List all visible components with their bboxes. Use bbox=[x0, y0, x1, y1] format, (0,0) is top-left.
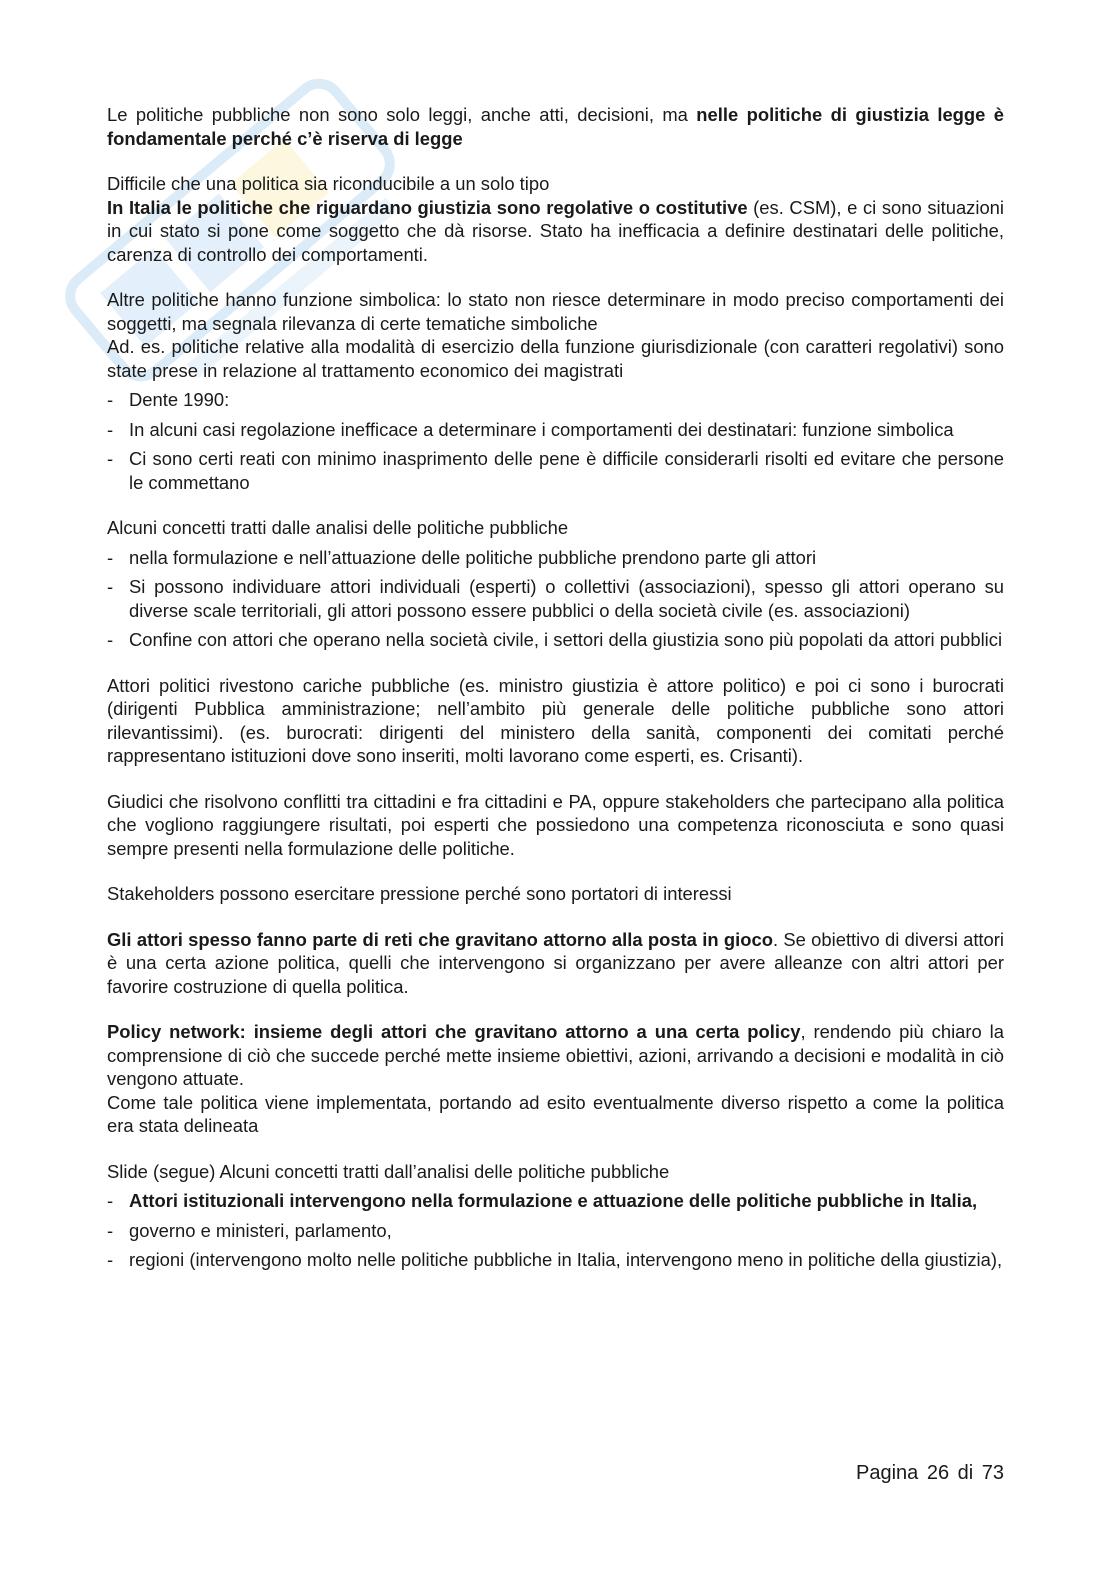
paragraph-8: Giudici che risolvono conflitti tra cittadini e fra cittadini e PA, oppure stakeholders che partecipano alla politica che vogliono raggiungere risultati, poi esperti che possiedono una competenza riconosciuta e sono quasi sempre presenti nella formulazione delle politiche. bbox=[107, 790, 1004, 859]
list-item: - In alcuni casi regolazione inefficace a determinare i comportamenti dei destinatari: funzione simbolica bbox=[107, 418, 1004, 442]
paragraph-1: Le politiche pubbliche non sono solo leggi, anche atti, decisioni, ma nelle politiche di giustizia legge è fondamentale perché c’è riserva di legge bbox=[107, 104, 1004, 149]
paragraph-6: Alcuni concetti tratti dalle analisi delle politiche pubbliche bbox=[107, 517, 569, 538]
paragraph-2: Difficile che una politica sia riconducibile a un solo tipo bbox=[107, 173, 550, 194]
paragraph-4: Altre politiche hanno funzione simbolica: lo stato non riesce determinare in modo preciso comportamenti dei soggetti, ma segnala rilevanza di certe tematiche simboliche bbox=[107, 289, 1004, 334]
document-body bbox=[107, 103, 1004, 1272]
paragraph-11: Policy network: insieme degli attori che gravitano attorno a una certa policy, rendendo più chiaro la comprensione di ciò che succede perché mette insieme obiettivi, azioni, arrivando a decisioni e modalità in ciò vengono attuate. bbox=[107, 1021, 1004, 1089]
list-item: - Si possono individuare attori individuali (esperti) o collettivi (associazioni), spesso gli attori operano su diverse scale territoriali, gli attori possono essere pubblici o della società civile (es. associazioni) bbox=[107, 575, 1004, 622]
list-item: - regioni (intervengono molto nelle politiche pubbliche in Italia, intervengono meno in politiche della giustizia), bbox=[107, 1248, 1004, 1272]
paragraph-12: Come tale politica viene implementata, portando ad esito eventualmente diverso rispetto a come la politica era stata delineata bbox=[107, 1091, 1004, 1136]
list-1 bbox=[107, 388, 1004, 494]
paragraph-10: Gli attori spesso fanno parte di reti che gravitano attorno alla posta in gioco. Se obiettivo di diversi attori è una certa azione politica, quelli che intervengono si organizzano per avere alleanze con altri attori per favorire costruzione di quella politica. bbox=[107, 928, 1004, 997]
list-3 bbox=[107, 1189, 1004, 1272]
paragraph-3: In Italia le politiche che riguardano giustizia sono regolative o costitutive (es. CSM), e ci sono situazioni in cui stato si pone come soggetto che dà risorse. Stato ha inefficacia a definire destinatari delle politiche, carenza di controllo dei comportamenti. bbox=[107, 196, 1004, 265]
list-item: - nella formulazione e nell’attuazione delle politiche pubbliche prendono parte gli attori bbox=[107, 546, 1004, 570]
paragraph-7: Attori politici rivestono cariche pubbliche (es. ministro giustizia è attore politico) e poi ci sono i burocrati (dirigenti Pubblica amministrazione; nell’ambito più generale delle politiche pubbliche sono attori rilevantissimi). (es. burocrati: dirigenti del ministero della sanità, componenti dei comitati perché rappresentano istituzioni dove sono inseriti, molti lavorano come esperti, es. Crisanti). bbox=[107, 674, 1004, 766]
paragraph-9: Stakeholders possono esercitare pressione perché sono portatori di interessi bbox=[107, 883, 732, 904]
paragraph-13: Slide (segue) Alcuni concetti tratti dall’analisi delle politiche pubbliche bbox=[107, 1160, 670, 1182]
paragraph-5: Ad. es. politiche relative alla modalità di esercizio della funzione giurisdizionale (con caratteri regolativi) sono state prese in relazione al trattamento economico dei magistrati bbox=[107, 336, 1004, 381]
page-number: Pagina 26 di 73 bbox=[855, 1462, 1004, 1484]
list-item: - Confine con attori che operano nella società civile, i settori della giustizia sono più popolati da attori pubblici bbox=[107, 628, 1004, 652]
list-item: - Ci sono certi reati con minimo inasprimento delle pene è difficile considerarli risolti ed evitare che persone le commettano bbox=[107, 447, 1004, 494]
list-2 bbox=[107, 546, 1004, 652]
list-item: - Attori istituzionali intervengono nella formulazione e attuazione delle politiche pubbliche in Italia, bbox=[107, 1189, 1004, 1213]
list-item: - governo e ministeri, parlamento, bbox=[107, 1219, 1004, 1243]
list-item: - Dente 1990: bbox=[107, 388, 1004, 412]
